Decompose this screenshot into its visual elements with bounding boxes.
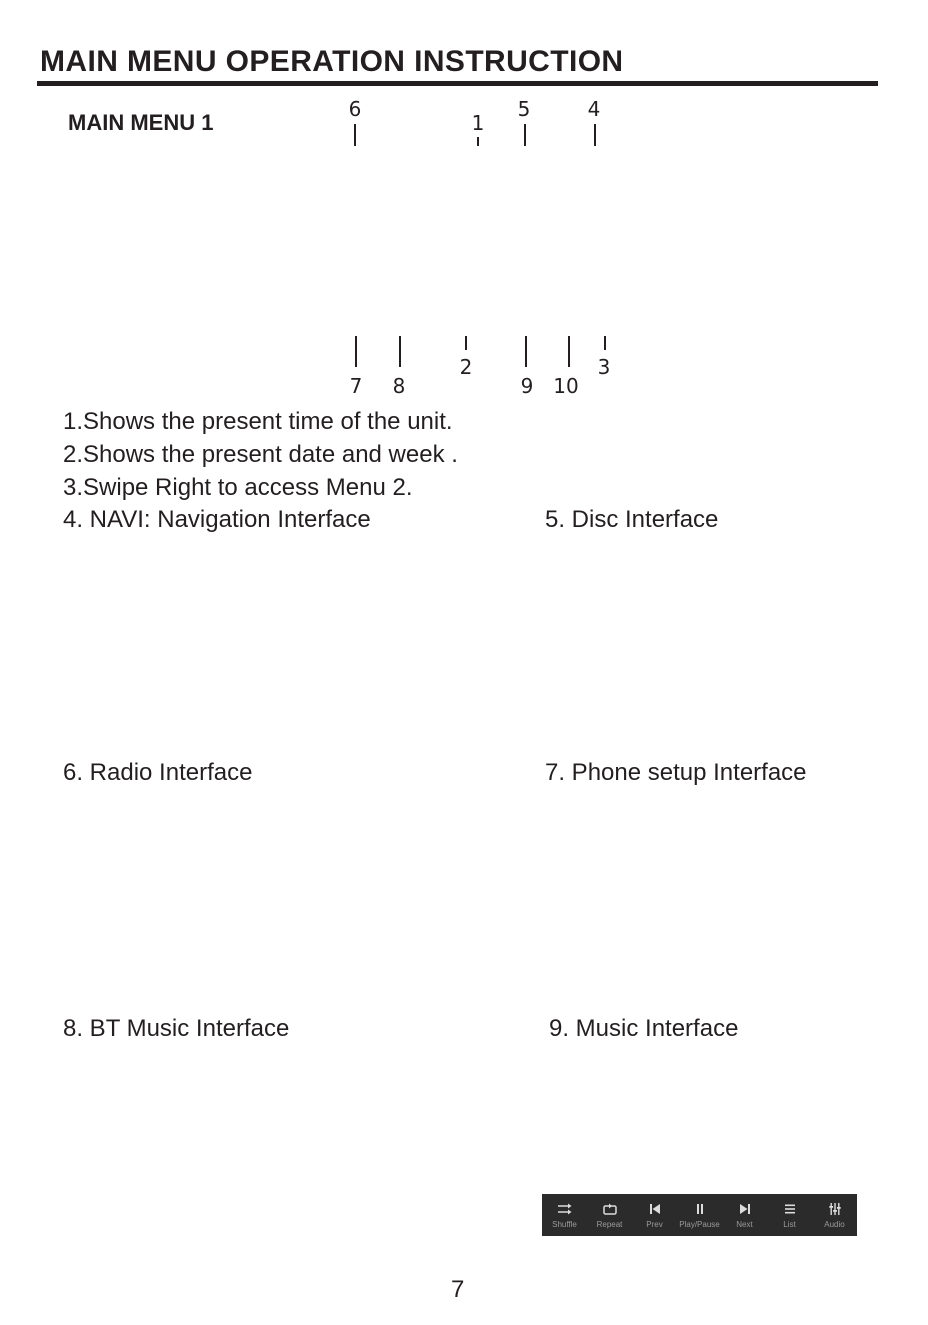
repeat-button[interactable] (587, 1194, 632, 1236)
shuffle-button[interactable] (542, 1194, 587, 1236)
repeat-label: Repeat (596, 1219, 623, 1229)
callout-line-4 (594, 124, 596, 146)
next-icon (737, 1202, 753, 1216)
audio-button[interactable] (812, 1194, 857, 1236)
page-number: 7 (451, 1276, 465, 1303)
callout-line-6 (354, 124, 356, 146)
play-pause-button[interactable] (677, 1194, 722, 1236)
description-7: 7. Phone setup Interface (545, 759, 807, 786)
callout-6: 6 (348, 97, 362, 121)
description-3: 3.Swipe Right to access Menu 2. (63, 474, 413, 501)
callout-10: 10 (553, 374, 579, 398)
description-5: 5. Disc Interface (545, 506, 719, 533)
music-control-bar (542, 1194, 857, 1236)
next-label: Next (736, 1219, 753, 1229)
callout-8: 8 (392, 374, 406, 398)
callout-line-5 (524, 124, 526, 146)
callout-line-1 (477, 137, 479, 146)
callout-3: 3 (597, 355, 611, 379)
equalizer-icon (827, 1202, 843, 1216)
list-label: List (783, 1219, 796, 1229)
description-2: 2.Shows the present date and week . (63, 441, 458, 468)
description-6: 6. Radio Interface (63, 759, 253, 786)
callout-7: 7 (349, 374, 363, 398)
previous-label: Prev (646, 1219, 663, 1229)
section-subtitle: MAIN MENU 1 (68, 110, 214, 135)
shuffle-label: Shuffle (552, 1219, 577, 1229)
description-1: 1.Shows the present time of the unit. (63, 408, 453, 435)
page-title: MAIN MENU OPERATION INSTRUCTION (40, 45, 624, 78)
callout-line-10 (568, 336, 570, 367)
description-9: 9. Music Interface (549, 1015, 739, 1042)
list-icon (782, 1202, 798, 1216)
callout-line-9 (525, 336, 527, 367)
callout-9: 9 (520, 374, 534, 398)
callout-5: 5 (517, 97, 531, 121)
list-button[interactable] (767, 1194, 812, 1236)
play-pause-label: Play/Pause (679, 1219, 720, 1229)
title-divider (37, 81, 878, 86)
next-button[interactable] (722, 1194, 767, 1236)
repeat-icon (602, 1202, 618, 1216)
description-4: 4. NAVI: Navigation Interface (63, 506, 371, 533)
audio-label: Audio (824, 1219, 845, 1229)
shuffle-icon (557, 1202, 573, 1216)
description-8: 8. BT Music Interface (63, 1015, 290, 1042)
callout-line-2 (465, 336, 467, 350)
callout-4: 4 (587, 97, 601, 121)
previous-button[interactable] (632, 1194, 677, 1236)
callout-2: 2 (459, 355, 473, 379)
callout-1: 1 (471, 111, 485, 135)
pause-icon (692, 1202, 708, 1216)
previous-icon (647, 1202, 663, 1216)
callout-line-3 (604, 336, 606, 350)
callout-line-8 (399, 336, 401, 367)
callout-line-7 (355, 336, 357, 367)
